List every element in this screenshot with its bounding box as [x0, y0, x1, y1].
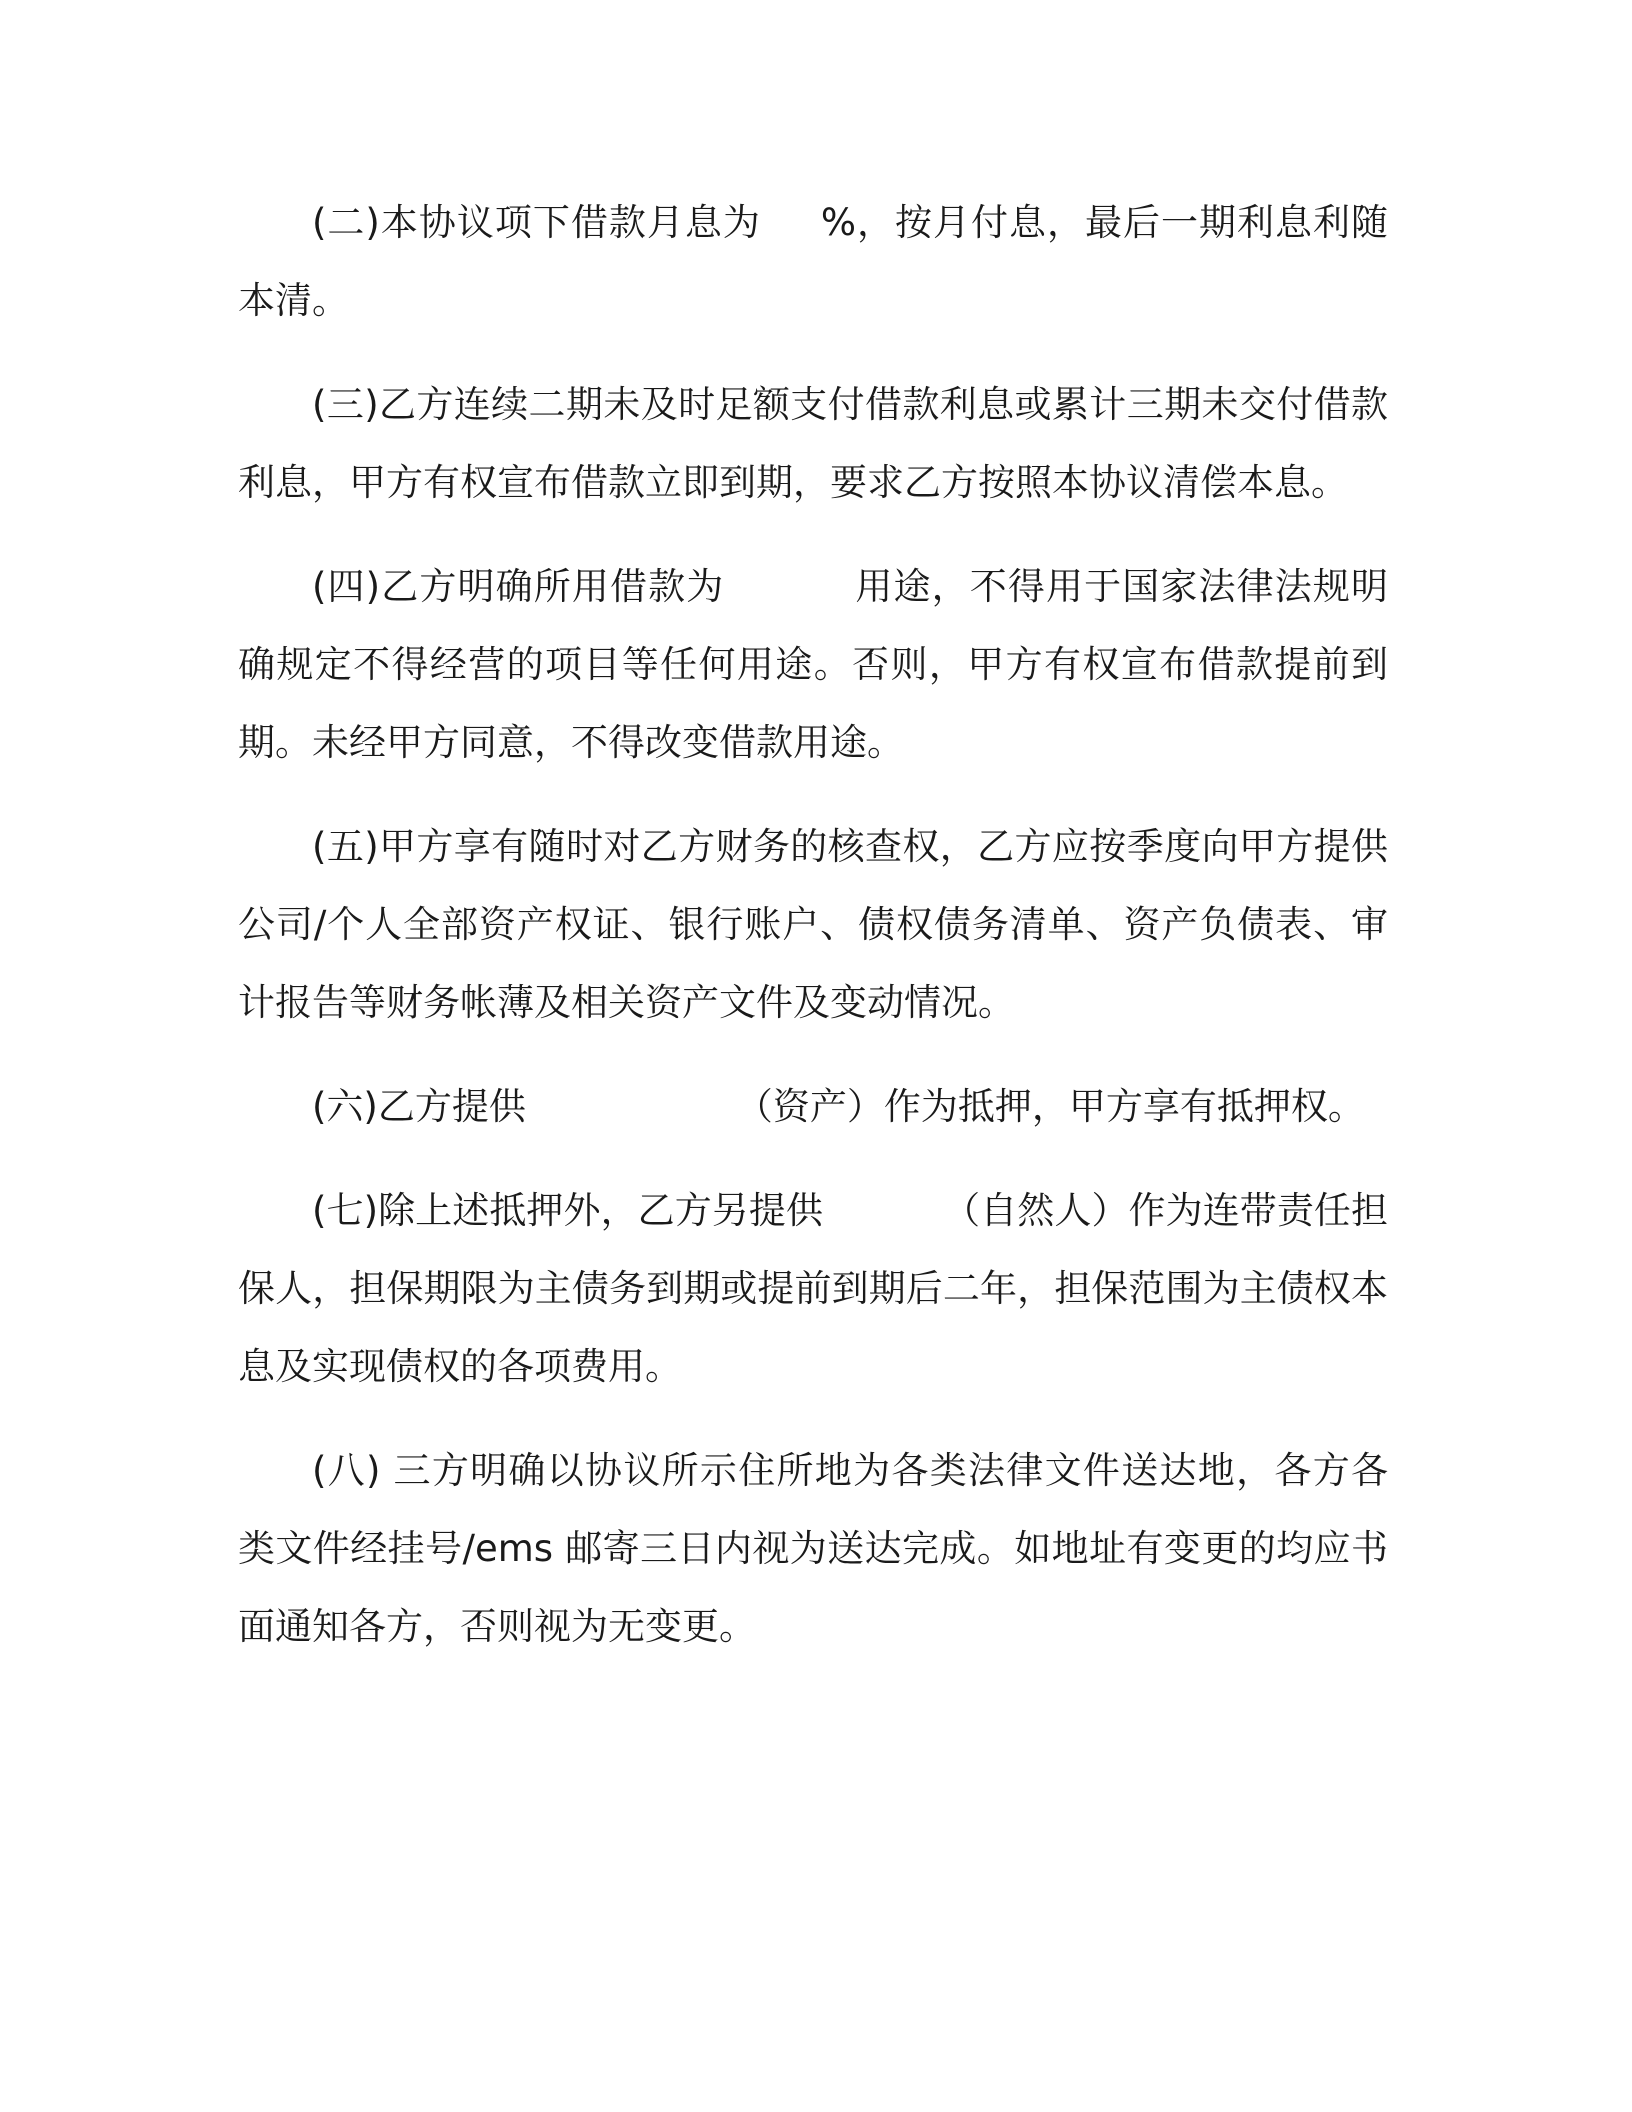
clause-3-text: (三)乙方连续二期未及时足额支付借款利息或累计三期未交付借款利息，甲方有权宣布借款立即到期，要求乙方按照本协议清偿本息。 [238, 383, 1388, 504]
clause-8-service-address [238, 1432, 1388, 1666]
document-body [238, 184, 1388, 1692]
clause-4-text-a: (四)乙方明确所用借款为 [312, 565, 725, 608]
clause-3-default [238, 366, 1388, 522]
clause-2-text-b: %，按月付息，最后一期利息利随本清。 [238, 201, 1388, 322]
clause-6-collateral [238, 1068, 1388, 1146]
clause-6-text-a: (六)乙方提供 [312, 1085, 526, 1128]
clause-8-text: (八) 三方明确以协议所示住所地为各类法律文件送达地，各方各类文件经挂号/ems 邮寄三日内视为送达完成。如地址有变更的均应书面通知各方，否则视为无变更。 [238, 1449, 1388, 1648]
clause-4-loan-purpose [238, 548, 1388, 782]
clause-2-text-a: (二)本协议项下借款月息为 [312, 201, 761, 244]
clause-7-text-a: (七)除上述抵押外，乙方另提供 [312, 1189, 824, 1232]
clause-7-guarantor [238, 1172, 1388, 1406]
clause-2-interest-rate [238, 184, 1388, 340]
clause-4-text-b: 用途，不得用于国家法律法规明确规定不得经营的项目等任何用途。否则，甲方有权宣布借款提前到期。未经甲方同意，不得改变借款用途。 [238, 565, 1388, 764]
clause-7-text-b: （自然人）作为连带责任担保人，担保期限为主债务到期或提前到期后二年，担保范围为主债权本息及实现债权的各项费用。 [238, 1189, 1389, 1388]
clause-5-audit-right [238, 808, 1388, 1042]
clause-6-text-b: （资产）作为抵押，甲方享有抵押权。 [735, 1085, 1365, 1128]
clause-5-text: (五)甲方享有随时对乙方财务的核查权，乙方应按季度向甲方提供公司/个人全部资产权证、银行账户、债权债务清单、资产负债表、审计报告等财务帐薄及相关资产文件及变动情况。 [238, 825, 1388, 1024]
